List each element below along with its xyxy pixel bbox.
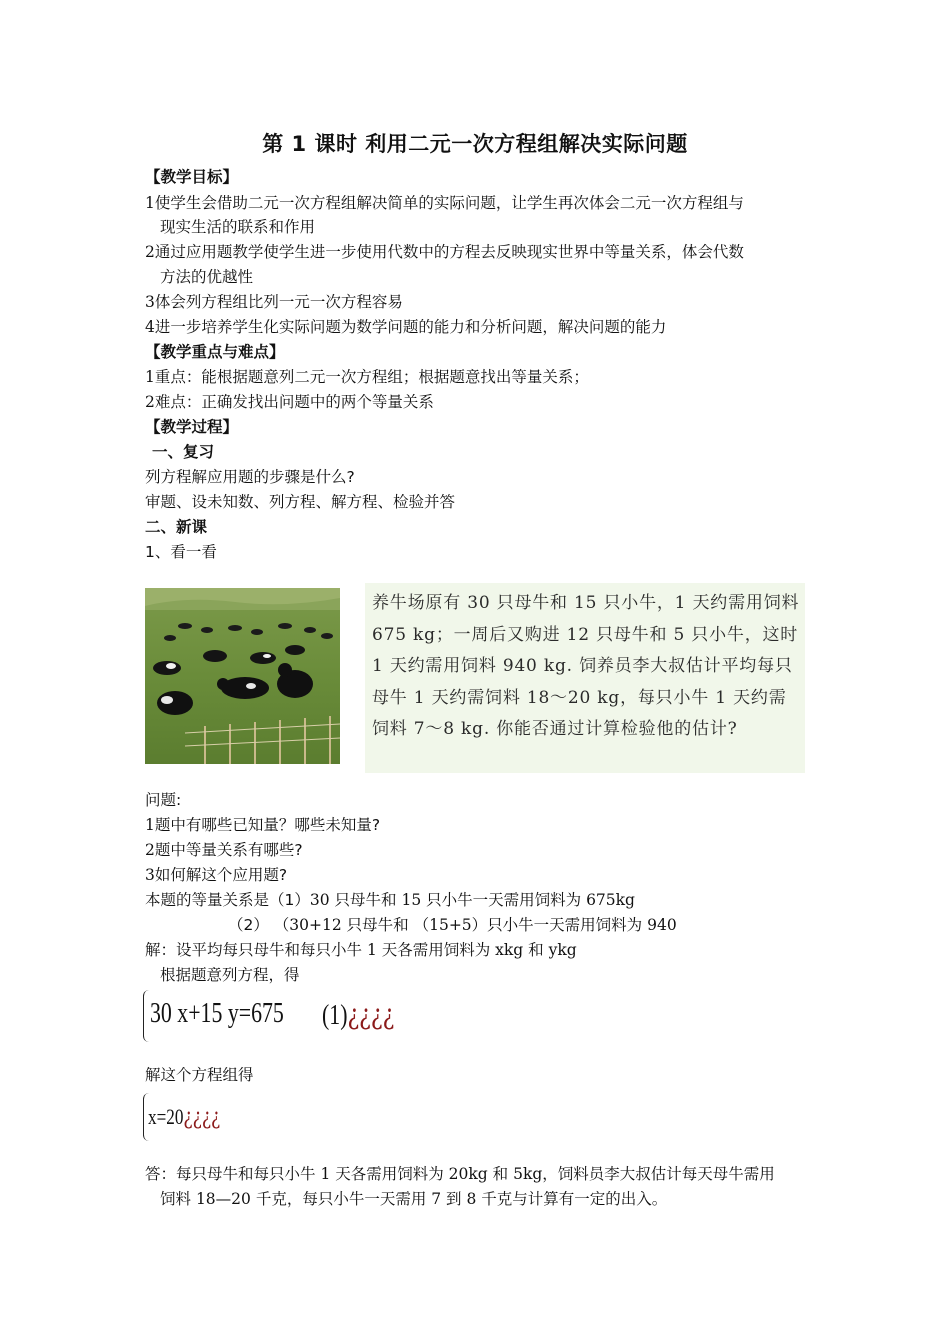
answer-number: 7 <box>431 1190 442 1208</box>
relation-number: 15 <box>401 891 422 909</box>
question-text: 如何解这个应用题? <box>154 866 288 884</box>
answer-number: 5kg <box>513 1165 543 1183</box>
review-answer: 审题、设未知数、列方程、解方程、检验并答 <box>145 493 456 511</box>
questions-heading: 问题: <box>145 791 182 809</box>
result-value: x=20 <box>148 1104 184 1129</box>
keypoint-text: 难点：正确发找出问题中的两个等量关系 <box>154 393 434 411</box>
page-title: 第 1 课时 利用二元一次方程组解决实际问题 <box>262 132 688 156</box>
answer-text: 千克与计算有一定的出入。 <box>476 1190 668 1208</box>
relation-number: 30+12 <box>289 916 342 934</box>
objective-item-3 <box>145 291 403 313</box>
objective-item-2-cont: 方法的优越性 <box>160 268 254 286</box>
objective-number: 2 <box>145 243 155 261</box>
solve-text: 解这个方程组得 <box>145 1066 254 1084</box>
answer-text: 天各需用饲料为 <box>330 1165 449 1183</box>
objective-text: 通过应用题教学使学生进一步使用代数中的方程去反映现实世界中等量关系，体会代数 <box>154 243 744 261</box>
keypoint-text: 重点：能根据题意列二元一次方程组；根据题意找出等量关系； <box>154 368 589 386</box>
relation-line-1 <box>145 889 635 911</box>
relation-line-2 <box>228 914 677 936</box>
answer-number: 1 <box>320 1165 331 1183</box>
objective-text: 使学生会借助二元一次方程组解决简单的实际问题，让学生再次体会二元一次方程组与 <box>154 194 744 212</box>
relation-number: 30 <box>309 891 330 909</box>
relation-number: 675kg <box>586 891 635 909</box>
objective-number: 3 <box>145 293 155 311</box>
answer-text: ，饲料员李大叔估计每天母牛需用 <box>542 1165 775 1183</box>
new-lesson-heading: 二、新课 <box>145 518 208 536</box>
relation-text: 只母牛和 <box>329 891 402 909</box>
objective-item-4 <box>145 316 666 338</box>
relation-text: 只母牛和 （ <box>341 916 430 934</box>
equation-1: 30 x+15 y=675 <box>150 998 284 1029</box>
answer-number: 20kg <box>448 1165 488 1183</box>
solution-line-1 <box>145 939 577 961</box>
objective-text: 进一步培养学生化实际问题为数学问题的能力和分析问题，解决问题的能力 <box>154 318 667 336</box>
equation-garbled-text: ¿¿¿¿ <box>347 998 395 1031</box>
look-label: 1、看一看 <box>145 543 217 561</box>
solution-line-2: 根据题意列方程，得 <box>160 966 300 984</box>
review-question: 列方程解应用题的步骤是什么? <box>145 468 355 486</box>
keypoints-heading: 【教学重点与难点】 <box>145 343 285 361</box>
equation-number: (1) <box>322 1000 348 1031</box>
question-text: 题中等量关系有哪些? <box>154 841 303 859</box>
equation-label <box>322 998 394 1032</box>
solution-number: 1 <box>366 941 377 959</box>
relation-text: 只小牛一天需用饲料为 <box>421 891 587 909</box>
question-item-2 <box>145 839 303 861</box>
solution-text: 解：设平均每只母牛和每只小牛 <box>145 941 367 959</box>
answer-text: 饲料 <box>160 1190 196 1208</box>
question-number: 3 <box>145 866 155 884</box>
relation-text: （2） （ <box>228 916 290 934</box>
answer-text: 千克，每只小牛一天需用 <box>250 1190 432 1208</box>
result-garbled-text: ¿¿¿¿ <box>183 1105 221 1130</box>
objective-number: 1 <box>145 194 155 212</box>
process-heading: 【教学过程】 <box>145 418 239 436</box>
objectives-heading: 【教学目标】 <box>145 168 239 186</box>
keypoint-number: 2 <box>145 393 155 411</box>
objective-number: 4 <box>145 318 155 336</box>
relation-number: 15+5 <box>429 916 472 934</box>
cows-photo <box>145 588 340 764</box>
question-item-1 <box>145 814 380 836</box>
question-number: 2 <box>145 841 155 859</box>
question-text: 题中有哪些已知量？哪些未知量? <box>154 816 381 834</box>
objective-item-1-cont: 现实生活的联系和作用 <box>160 218 316 236</box>
answer-line-1 <box>145 1163 775 1185</box>
solution-text: 天各需用饲料为 <box>376 941 496 959</box>
objective-text: 体会列方程组比列一元一次方程容易 <box>154 293 403 311</box>
relation-number: 940 <box>647 916 677 934</box>
solution-variable: xkg <box>495 941 524 959</box>
answer-text: 到 <box>441 1190 467 1208</box>
relation-text: 本题的等量关系是（1） <box>145 891 310 909</box>
result-line <box>148 1104 220 1130</box>
question-item-3 <box>145 864 287 886</box>
solution-text: 和 <box>523 941 549 959</box>
answer-number: 8 <box>466 1190 477 1208</box>
problem-statement: 养牛场原有 30 只母牛和 15 只小牛，1 天约需用饲料 675 kg；一周后又购进 12 只母牛和 5 只小牛，这时 1 天约需用饲料 940 kg. 饲养员李大叔估计平均每只母牛 1 天约需饲料 18～20 kg，每只小牛 1 天约需饲料 7～8 kg. 你能否通过计算检验他的估计? <box>372 593 800 739</box>
objective-item-2 <box>145 241 744 263</box>
objective-item-1 <box>145 192 744 214</box>
keypoint-item-2 <box>145 391 434 413</box>
relation-text: ）只小牛一天需用饲料为 <box>471 916 648 934</box>
question-number: 1 <box>145 816 155 834</box>
cows-image <box>145 588 340 764</box>
solution-variable: ykg <box>548 941 577 959</box>
keypoint-item-1 <box>145 366 589 388</box>
answer-line-2 <box>160 1188 667 1210</box>
review-heading: 一、复习 <box>152 443 215 461</box>
answer-number: 18—20 <box>195 1190 251 1208</box>
keypoint-number: 1 <box>145 368 155 386</box>
answer-text: 答：每只母牛和每只小牛 <box>145 1165 321 1183</box>
answer-text: 和 <box>487 1165 514 1183</box>
